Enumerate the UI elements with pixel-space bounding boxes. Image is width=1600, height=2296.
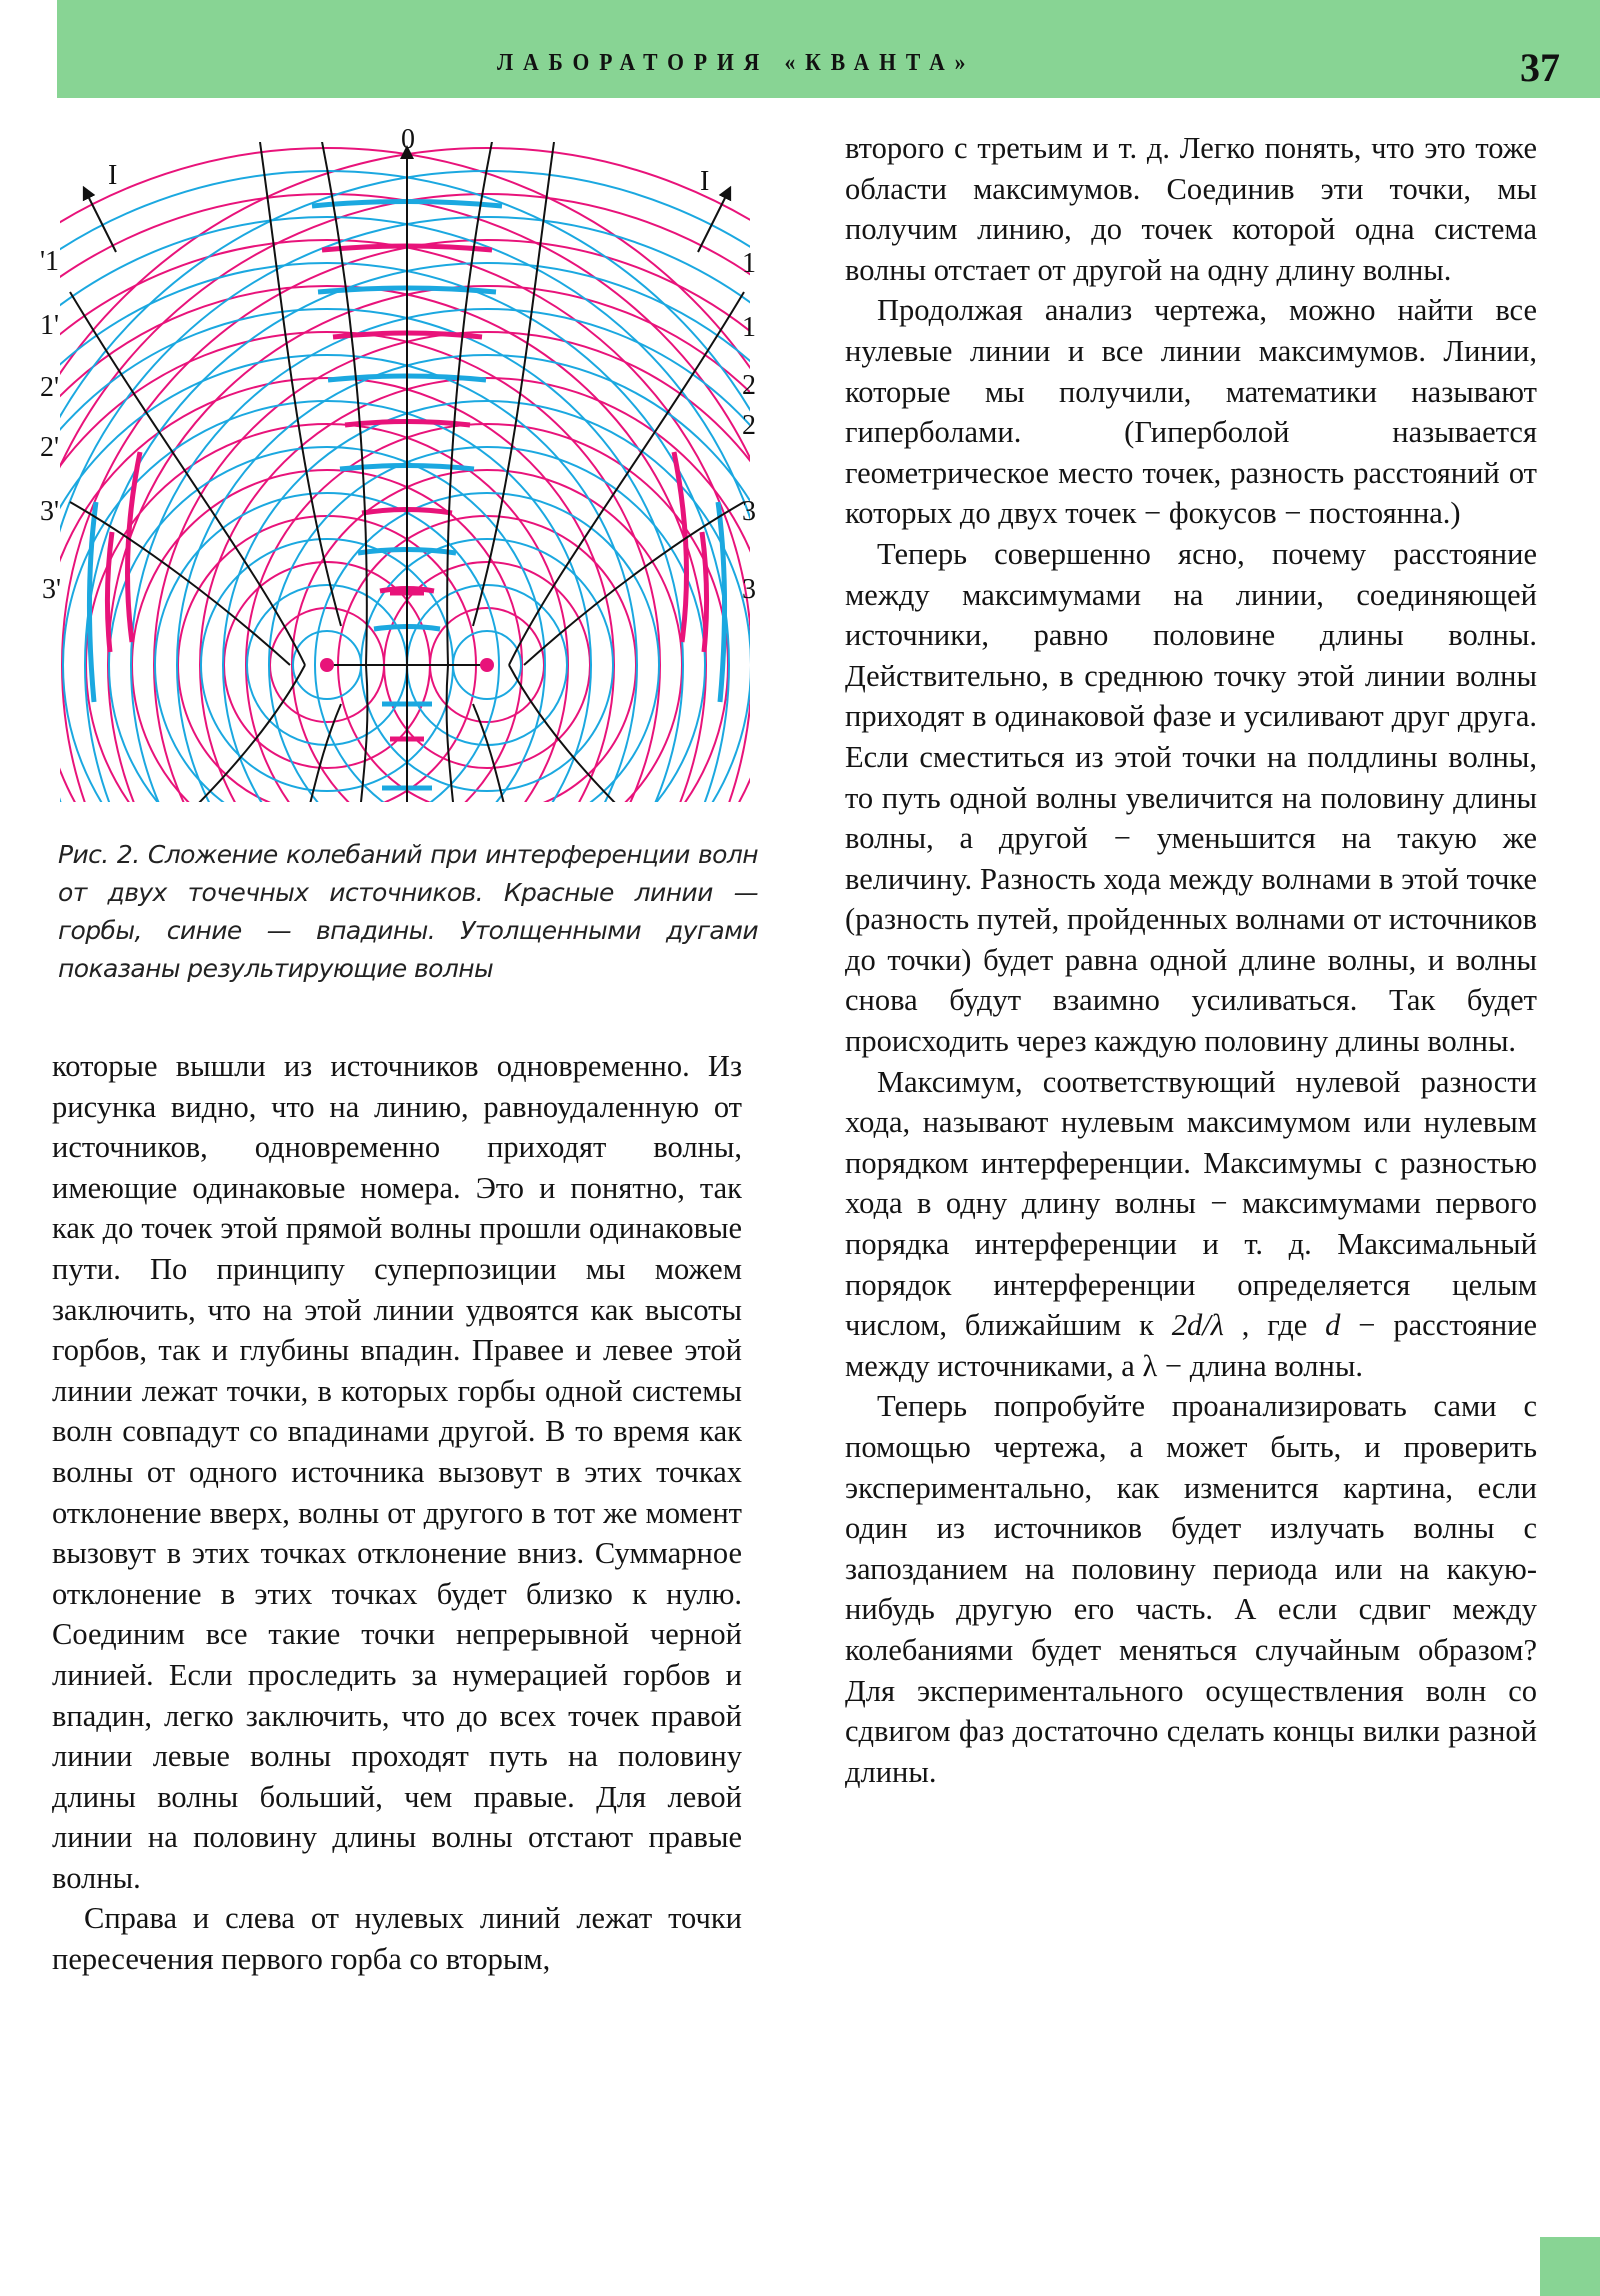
left-label-3: 2' xyxy=(40,372,60,403)
label-i-right: I xyxy=(700,166,710,197)
right-label-4: 2 xyxy=(742,410,756,441)
left-label-4: 2' xyxy=(40,432,60,463)
left-label-2: 1' xyxy=(40,310,60,341)
right-label-6: 3 xyxy=(742,574,756,605)
text-span: Максимум, соответствующий нулевой разности хода, называют нулевым максимумом или нулевым порядком интерференции. Максимумы с разностью хода в одну длину волны − максимумами первого порядка интерференции и т. д. Максимальный порядок интерференции определяется целым числом, ближайшим к xyxy=(845,1064,1537,1343)
section-title: ЛАБОРАТОРИЯ «КВАНТА» xyxy=(497,50,976,76)
left-label-6: 3' xyxy=(42,574,62,605)
left-label-5: 3' xyxy=(40,496,60,527)
page-header xyxy=(57,0,1600,98)
formula: 2d/λ xyxy=(1171,1308,1224,1343)
left-source-dot xyxy=(320,658,334,672)
right-text-column xyxy=(845,128,1537,1792)
right-label-3: 2 xyxy=(742,370,756,401)
label-zero: 0 xyxy=(401,124,415,155)
paragraph: Справа и слева от нулевых линий лежат точки пересечения первого горба со вторым, xyxy=(52,1901,742,1977)
figure-caption: Рис. 2. Сложение колебаний при интерференции волн от двух точечных источников. Красные линии — горбы, синие — впадины. Утолщенными дугами показаны результирующие волны xyxy=(58,840,758,983)
right-label-1: 1 xyxy=(742,248,756,279)
page-number: 37 xyxy=(1520,45,1560,90)
variable-d: d xyxy=(1325,1308,1341,1343)
variable-lambda: λ xyxy=(1142,1348,1158,1383)
label-i-left: I xyxy=(108,160,118,191)
paragraph: которые вышли из источников одновременно. Из рисунка видно, что на линию, равноудаленную от источников, одновременно приходят волны, имеющие одинаковые номера. Это и понятно, так как до точек этой прямой волны прошли одинаковые пути. По принципу суперпозиции мы можем заключить, что на этой линии удвоятся как высоты горбов, так и глубины впадин. Правее и левее этой линии лежат точки, в которых горбы одной системы волн совпадут со впадинами другой. В то время как волны от одного источника вызовут в этих точках отклонение вверх, волны от другого в тот же момент вызовут в этих точках отклонение вниз. Суммарное отклонение в этих точках будет близко к нулю. Соединим все такие точки непрерывной черной линией. Если проследить за нумерацией горбов и впадин, легко заключить, что до всех точек правой линии левые волны проходят путь на половину длины волны больший, чем правые. Для левой линии на половину длины волны отстают правые волны. xyxy=(52,1049,742,1895)
interference-figure xyxy=(40,122,770,812)
text-span: , где xyxy=(1223,1308,1326,1343)
left-text-column xyxy=(52,1046,742,1980)
right-label-5: 3 xyxy=(742,496,756,527)
paragraph-interference-order xyxy=(845,1062,1537,1387)
paragraph: Продолжая анализ чертежа, можно найти все нулевые линии и все линии максимумов. Линии, которые мы получили, математики называют гиперболами. (Гиперболой называется геометрическое место точек, разность расстояний от которых до двух точек − фокусов − постоянна.) xyxy=(845,293,1537,531)
interference-diagram xyxy=(40,122,770,812)
corner-marker xyxy=(1540,2237,1600,2296)
right-label-2: 1 xyxy=(742,312,756,343)
text-span: − расстояние между источниками, а xyxy=(845,1308,1537,1383)
hyperbola-lines xyxy=(70,122,744,812)
right-source-dot xyxy=(480,658,494,672)
paragraph: Теперь попробуйте проанализировать сами с помощью чертежа, а может быть, и проверить экспериментально, как изменится картина, если один из источников будет излучать волны с запозданием на половину периода или на какую-нибудь другую его часть. А если сдвиг между колебаниями будет меняться случайным образом? Для экспериментального осуществления волн со сдвигом фаз достаточно сделать концы вилки разной длины. xyxy=(845,1389,1537,1789)
paragraph: Теперь совершенно ясно, почему расстояние между максимумами на линии, соединяющей источники, равно половине длины волны. Действительно, в среднюю точку этой линии волны приходят в одинаковой фазе и усиливают друг друга. Если сместиться из этой точки на полдлины волны, то путь одной волны увеличится на половину длины волны, а другой − уменьшится на такую же величину. Разность хода между волнами в этой точке (разность путей, пройденных волнами от источников до точки) будет равна одной длине волны, и волны снова будут взаимно усиливаться. Так будет происходить через каждую половину длины волны. xyxy=(845,536,1537,1059)
text-span: − длина волны. xyxy=(1157,1348,1363,1383)
paragraph: второго с третьим и т. д. Легко понять, что это тоже области максимумов. Соединив эти точки, мы получим линию, до точек которой одна система волны отстает от другой на одну длину волны. xyxy=(845,131,1537,287)
left-label-1: '1 xyxy=(40,246,60,277)
